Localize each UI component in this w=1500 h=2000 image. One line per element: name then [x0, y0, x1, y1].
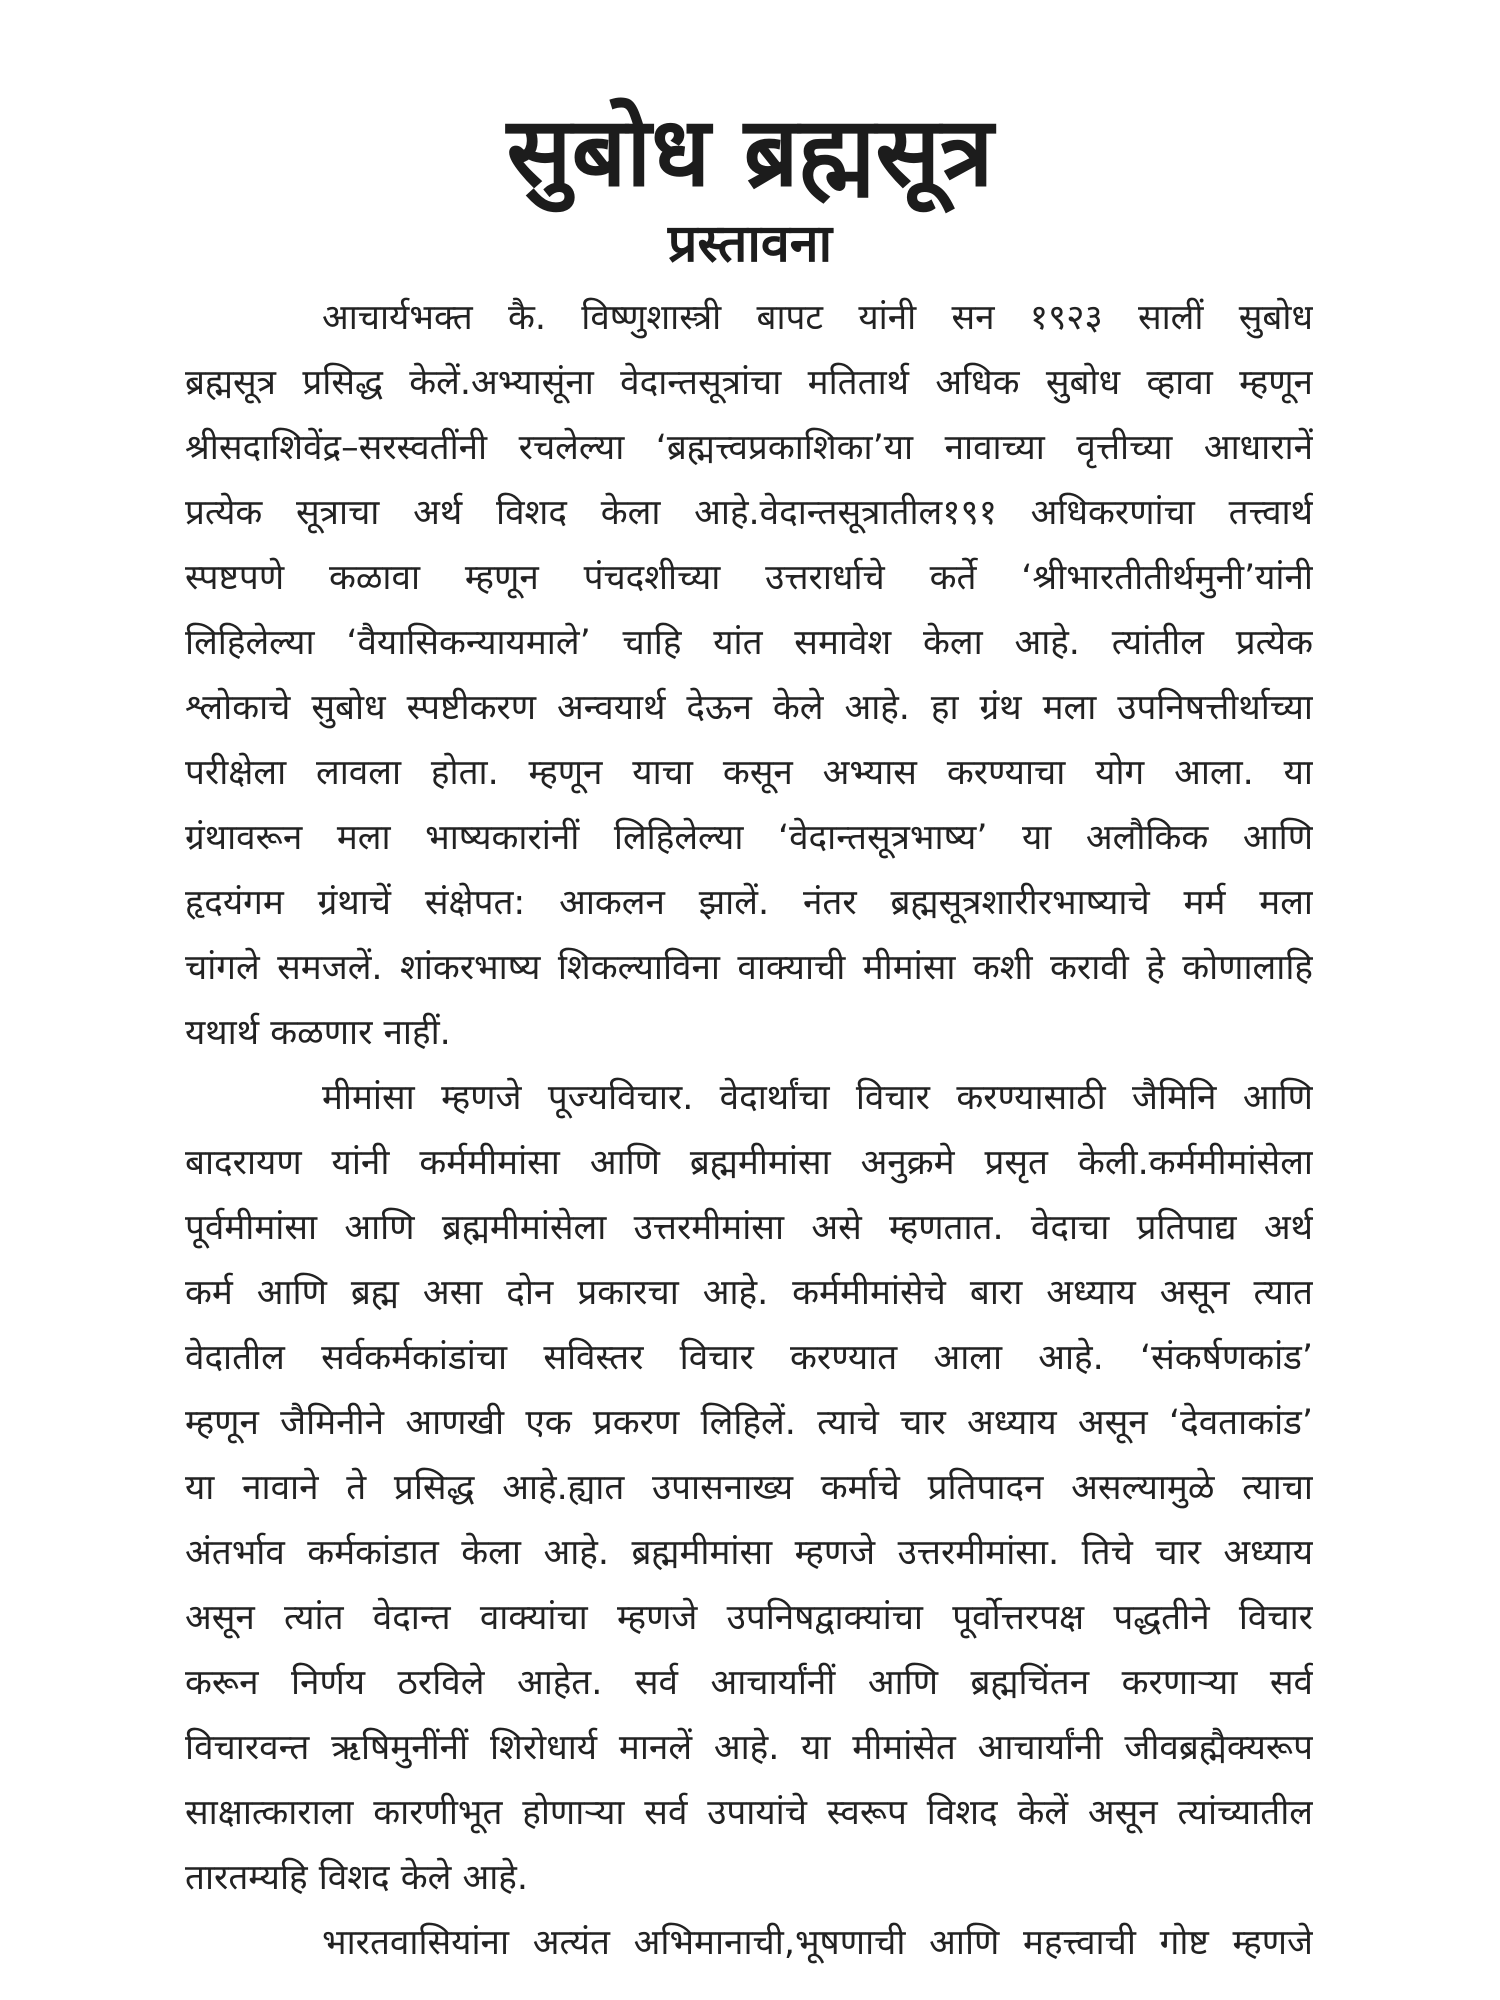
text-line: भारतवासियांना अत्यंत अभिमानाची,भूषणाची आणि महत्त्वाची गोष्ट म्हणजे — [322, 1923, 1313, 1963]
text-line: प्रत्येक सूत्राचा अर्थ विशद केला आहे.वेदान्तसूत्रातील१९१ अधिकरणांचा तत्त्वार्थ — [185, 493, 1313, 533]
text-line: असून त्यांत वेदान्त वाक्यांचा म्हणजे उपनिषद्वाक्यांचा पूर्वोत्तरपक्ष पद्धतीने विचार — [185, 1598, 1313, 1638]
text-line: हृदयंगम ग्रंथाचें संक्षेपत: आकलन झालें. नंतर ब्रह्मसूत्रशारीरभाष्याचे मर्म मला — [185, 883, 1313, 923]
text-line: ब्रह्मसूत्र प्रसिद्ध केलें.अभ्यासूंना वेदान्तसूत्रांचा मतितार्थ अधिक सुबोध व्हावा म्हणून — [185, 363, 1313, 403]
text-line: या नावाने ते प्रसिद्ध आहे.ह्यात उपासनाख्य कर्माचे प्रतिपादन असल्यामुळे त्याचा — [185, 1468, 1313, 1508]
text-line: करून निर्णय ठरविले आहेत. सर्व आचार्यांनीं आणि ब्रह्मचिंतन करणाऱ्या सर्व — [185, 1663, 1313, 1703]
text-line: तारतम्यहि विशद केले आहे. — [185, 1858, 528, 1898]
document-title: सुबोध ब्रह्मसूत्र — [506, 96, 994, 208]
text-line: परीक्षेला लावला होता. म्हणून याचा कसून अभ्यास करण्याचा योग आला. या — [185, 753, 1313, 793]
text-line: लिहिलेल्या ‘वैयासिकन्यायमाले’ चाहि यांत समावेश केला आहे. त्यांतील प्रत्येक — [185, 623, 1313, 663]
text-line: कर्म आणि ब्रह्म असा दोन प्रकारचा आहे. कर्ममीमांसेचे बारा अध्याय असून त्यात — [185, 1273, 1313, 1313]
section-heading: प्रस्तावना — [667, 214, 833, 274]
text-line: अंतर्भाव कर्मकांडात केला आहे. ब्रह्ममीमांसा म्हणजे उत्तरमीमांसा. तिचे चार अध्याय — [185, 1533, 1313, 1573]
text-line: म्हणून जैमिनीने आणखी एक प्रकरण लिहिलें. त्याचे चार अध्याय असून ‘देवताकांड’ — [185, 1403, 1313, 1443]
text-line: आचार्यभक्त कै. विष्णुशास्त्री बापट यांनी सन १९२३ सालीं सुबोध — [322, 298, 1313, 338]
text-line: स्पष्टपणे कळावा म्हणून पंचदशीच्या उत्तरार्धाचे कर्ते ‘श्रीभारतीतीर्थमुनी’यांनी — [185, 558, 1313, 598]
text-line: बादरायण यांनी कर्ममीमांसा आणि ब्रह्ममीमांसा अनुक्रमे प्रसृत केली.कर्ममीमांसेला — [185, 1143, 1313, 1183]
text-line: पूर्वमीमांसा आणि ब्रह्ममीमांसेला उत्तरमीमांसा असे म्हणतात. वेदाचा प्रतिपाद्य अर्थ — [185, 1208, 1313, 1248]
text-line: यथार्थ कळणार नाहीं. — [185, 1013, 451, 1053]
text-line: साक्षात्काराला कारणीभूत होणाऱ्या सर्व उपायांचे स्वरूप विशद केलें असून त्यांच्यातील — [185, 1793, 1313, 1833]
text-line: चांगले समजलें. शांकरभाष्य शिकल्याविना वाक्याची मीमांसा कशी करावी हे कोणालाहि — [185, 948, 1313, 988]
text-line: मीमांसा म्हणजे पूज्यविचार. वेदार्थांचा विचार करण्यासाठी जैमिनि आणि — [322, 1078, 1313, 1118]
text-line: विचारवन्त ऋषिमुनींनीं शिरोधार्य मानलें आहे. या मीमांसेत आचार्यांनी जीवब्रह्मैक्यरूप — [185, 1728, 1313, 1768]
text-line: श्लोकाचे सुबोध स्पष्टीकरण अन्वयार्थ देऊन केले आहे. हा ग्रंथ मला उपनिषत्तीर्थाच्या — [185, 688, 1313, 728]
text-line: श्रीसदाशिवेंद्र–सरस्वतींनी रचलेल्या ‘ब्रह्मत्त्वप्रकाशिका’या नावाच्या वृत्तीच्या आधारानें — [185, 428, 1313, 468]
text-line: वेदातील सर्वकर्मकांडांचा सविस्तर विचार करण्यात आला आहे. ‘संकर्षणकांड’ — [185, 1338, 1313, 1378]
text-line: ग्रंथावरून मला भाष्यकारांनीं लिहिलेल्या ‘वेदान्तसूत्रभाष्य’ या अलौकिक आणि — [185, 818, 1313, 858]
